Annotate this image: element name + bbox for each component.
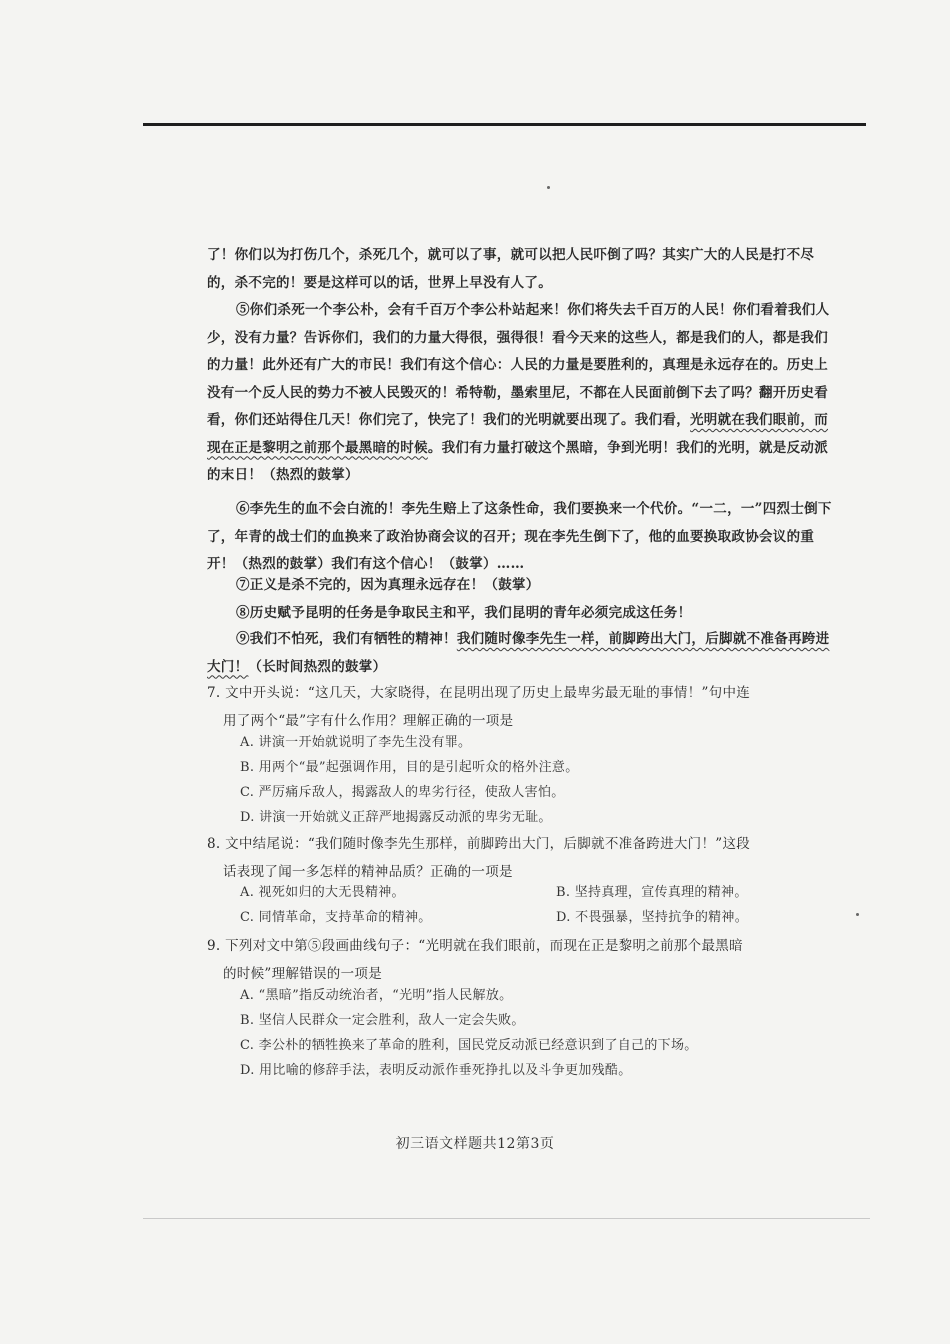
question-9-option-c: C. 李公朴的牺牲换来了革命的胜利，国民党反动派已经意识到了自己的下场。: [240, 1038, 698, 1053]
question-8-stem-line-2: 话表现了闻一多怎样的精神品质？正确的一项是: [223, 864, 513, 880]
p5-wavy-underlined-sentence: 光明就在我们眼前，而现在正是黎明之前那个最黑暗的时候: [207, 412, 828, 456]
question-8-stem-line-1: 8. 文中结尾说：“我们随时像李先生那样，前脚跨出大门，后脚就不准备跨进大门！”这段: [207, 836, 751, 852]
passage-paragraph-7: ⑦正义是杀不完的，因为真理永远存在！（鼓掌）: [236, 577, 540, 593]
question-9-option-d: D. 用比喻的修辞手法，表明反动派作垂死挣扎以及斗争更加残酷。: [240, 1063, 632, 1078]
p9-wavy-underlined-sentence: 我们随时像李先生一样，前脚跨出大门，后脚就不准备再跨进大门！: [207, 631, 830, 675]
question-7-option-d: D. 讲演一开始就义正辞严地揭露反动派的卑劣无耻。: [240, 810, 552, 825]
question-7-stem-line-1: 7. 文中开头说：“这几天，大家晓得，在昆明出现了历史上最卑劣最无耻的事情！”句中连: [207, 685, 751, 701]
p9-text-a: ⑨我们不怕死，我们有牺牲的精神！: [236, 631, 457, 647]
passage-paragraph-8: ⑧历史赋予昆明的任务是争取民主和平，我们昆明的青年必须完成这任务！: [236, 605, 692, 621]
passage-paragraph-5: [207, 297, 839, 490]
header-rule: [143, 123, 866, 126]
question-9-option-b: B. 坚信人民群众一定会胜利，敌人一定会失败。: [240, 1013, 525, 1028]
p5-text-a: ⑤你们杀死一个李公朴，会有千百万个李公朴站起来！你们将失去千百万的人民！你们看着我们人少，没有力量？告诉你们，我们的力量大得很，强得很！看今天来的这些人，都是我们的人，都是我们的力量！此外还有广大的市民！我们有这个信心：人民的力量是要胜利的，真理是永远存在的。历史上没有一个反人民的势力不被人民毁灭的！希特勒，墨索里尼，不都在人民面前倒下去了吗？翻开历史看看，你们还站得住几天！你们完了，快完了！我们的光明就要出现了。我们看，: [207, 302, 830, 428]
p9-text-b: （长时间热烈的鼓掌）: [248, 658, 387, 675]
question-7-option-c: C. 严厉痛斥敌人，揭露敌人的卑劣行径，使敌人害怕。: [240, 785, 565, 800]
question-7-option-a: A. 讲演一开始就说明了李先生没有罪。: [240, 735, 472, 750]
scan-speck: [547, 186, 550, 189]
question-9-stem-line-2: 的时候”理解错误的一项是: [223, 966, 383, 982]
question-7-option-b: B. 用两个“最”起强调作用，目的是引起听众的格外注意。: [240, 760, 579, 775]
question-7-stem-line-2: 用了两个“最”字有什么作用？理解正确的一项是: [223, 713, 514, 729]
question-8-option-a: A. 视死如归的大无畏精神。: [240, 885, 405, 900]
p5-text-b: 。我们有力量打破这个黑暗，争到光明！我们的光明，就是反动派的末日！（热烈的鼓掌）: [207, 439, 829, 483]
question-8-option-d: D. 不畏强暴，坚持抗争的精神。: [556, 910, 749, 925]
passage-paragraph-9: [207, 626, 839, 681]
question-8: [207, 830, 847, 886]
question-7: [207, 679, 847, 735]
scan-speck: [856, 913, 859, 916]
passage-paragraph-6: ⑥李先生的血不会白流的！李先生赔上了这条性命，我们要换来一个代价。“一二，一”四烈士倒下了，年青的战士们的血换来了政治协商会议的召开；现在李先生倒下了，他的血要换取政协会议的重开！（热烈的鼓掌）我们有这个信心！（鼓掌）……: [207, 501, 832, 572]
question-9-option-a: A. “黑暗”指反动统治者，“光明”指人民解放。: [240, 988, 513, 1003]
question-8-option-b: B. 坚持真理，宣传真理的精神。: [556, 885, 748, 900]
page-footer: 初三语文样题共12第3页: [395, 1136, 555, 1152]
passage-paragraph-continuation: 了！你们以为打伤几个，杀死几个，就可以了事，就可以把人民吓倒了吗？其实广大的人民是打不尽的，杀不完的！要是这样可以的话，世界上早没有人了。: [207, 247, 815, 291]
question-9-stem-line-1: 9. 下列对文中第⑤段画曲线句子：“光明就在我们眼前，而现在正是黎明之前那个最黑暗: [207, 938, 743, 954]
question-8-option-c: C. 同情革命，支持革命的精神。: [240, 910, 432, 925]
footer-rule: [143, 1218, 870, 1219]
question-9: [207, 932, 847, 988]
